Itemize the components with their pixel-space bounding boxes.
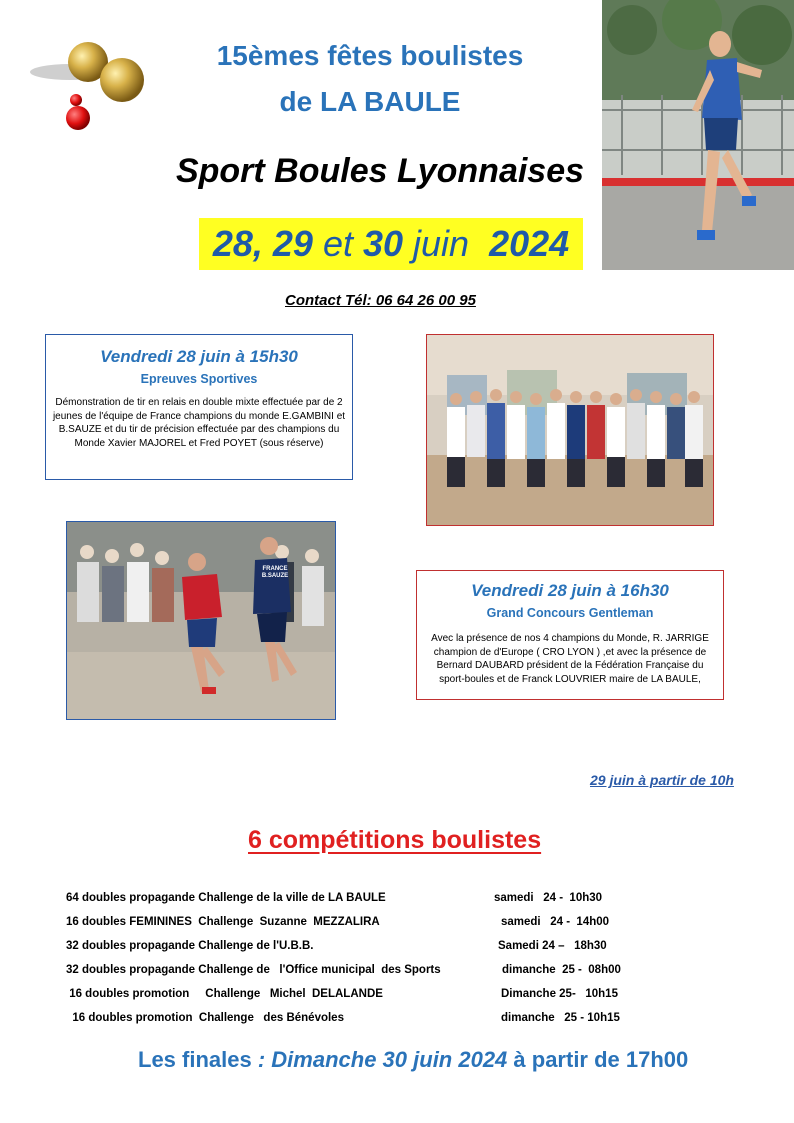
competition-name: 16 doubles FEMININES Challenge Suzanne MEZZALIRA (66, 916, 380, 928)
competition-row (0, 916, 794, 936)
competitions-title: 6 compétitions boulistes (248, 826, 542, 854)
group-photo (426, 334, 714, 526)
competition-name: 32 doubles propagande Challenge de l'Office municipal des Sports (66, 964, 441, 976)
competition-row (0, 940, 794, 960)
player-jersey-text: FRANCE B.SAUZE (261, 566, 289, 579)
competition-name: 32 doubles propagande Challenge de l'U.B.B. (66, 940, 314, 952)
event2-title: Vendredi 28 juin à 16h30 (471, 581, 669, 600)
event1-title: Vendredi 28 juin à 15h30 (100, 347, 298, 366)
contact-phone: Contact Tél: 06 64 26 00 95 (285, 292, 476, 309)
competition-name: 16 doubles promotion Challenge Michel DELALANDE (66, 988, 383, 1000)
competition-row (0, 988, 794, 1008)
action-photo-scene (67, 522, 335, 719)
competition-schedule: dimanche 25 - 10h15 (501, 1012, 620, 1024)
action-photo (66, 521, 336, 720)
side-date-note: 29 juin à partir de 10h (590, 772, 734, 788)
competition-name: 16 doubles promotion Challenge des Bénévoles (66, 1012, 344, 1024)
dates-d1: 28, 29 (212, 223, 313, 264)
page-title-line2: de LA BAULE (279, 86, 461, 117)
event2-box (416, 570, 724, 700)
competition-row (0, 892, 794, 912)
competition-row (0, 964, 794, 984)
event-dates-banner (199, 218, 583, 270)
competition-schedule: Samedi 24 – 18h30 (498, 940, 607, 952)
event1-box (45, 334, 353, 480)
event1-subtitle: Epreuves Sportives (140, 372, 258, 386)
finals-note (138, 1047, 688, 1073)
dates-month: juin (413, 223, 470, 264)
event2-text: Avec la présence de nos 4 champions du Monde, R. JARRIGE champion de d'Europe ( CRO LYON ) ,et avec la présence de Bernard DAUBARD président de la Fédération Française du sport-boules et de Franck LOUVRIER maire de LA BAULE, (431, 633, 709, 685)
finals-prefix: Les finales (138, 1047, 258, 1072)
dates-d2: 30 (362, 223, 404, 264)
page-title-line1: 15èmes fêtes boulistes (216, 40, 524, 71)
competition-schedule: Dimanche 25- 10h15 (501, 988, 618, 1000)
competition-schedule: samedi 24 - 10h30 (494, 892, 603, 904)
boules-logo-icon (10, 40, 150, 140)
event2-subtitle: Grand Concours Gentleman (486, 606, 654, 620)
event1-text: Démonstration de tir en relais en double mixte effectuée par de 2 jeunes de l'équipe de France champions du monde E.GAMBINI et B.SAUZE et du tir de précision effectuée par des champions du Monde Xavier MAJOREL et Fred POYET (sous réserve) (52, 397, 346, 449)
competition-schedule: samedi 24 - 14h00 (501, 916, 610, 928)
dates-year: 2024 (489, 223, 570, 264)
player-throwing-photo (602, 0, 794, 270)
competition-name: 64 doubles propagande Challenge de la ville de LA BAULE (66, 892, 386, 904)
finals-colon: : (257, 1047, 272, 1072)
finals-date: Dimanche 30 juin 2024 (271, 1047, 508, 1072)
competition-schedule: dimanche 25 - 08h00 (502, 964, 621, 976)
competition-row (0, 1012, 794, 1032)
finals-suffix: à partir de 17h00 (507, 1047, 689, 1072)
page-subtitle: Sport Boules Lyonnaises (175, 152, 585, 190)
dates-et: et (322, 223, 353, 264)
